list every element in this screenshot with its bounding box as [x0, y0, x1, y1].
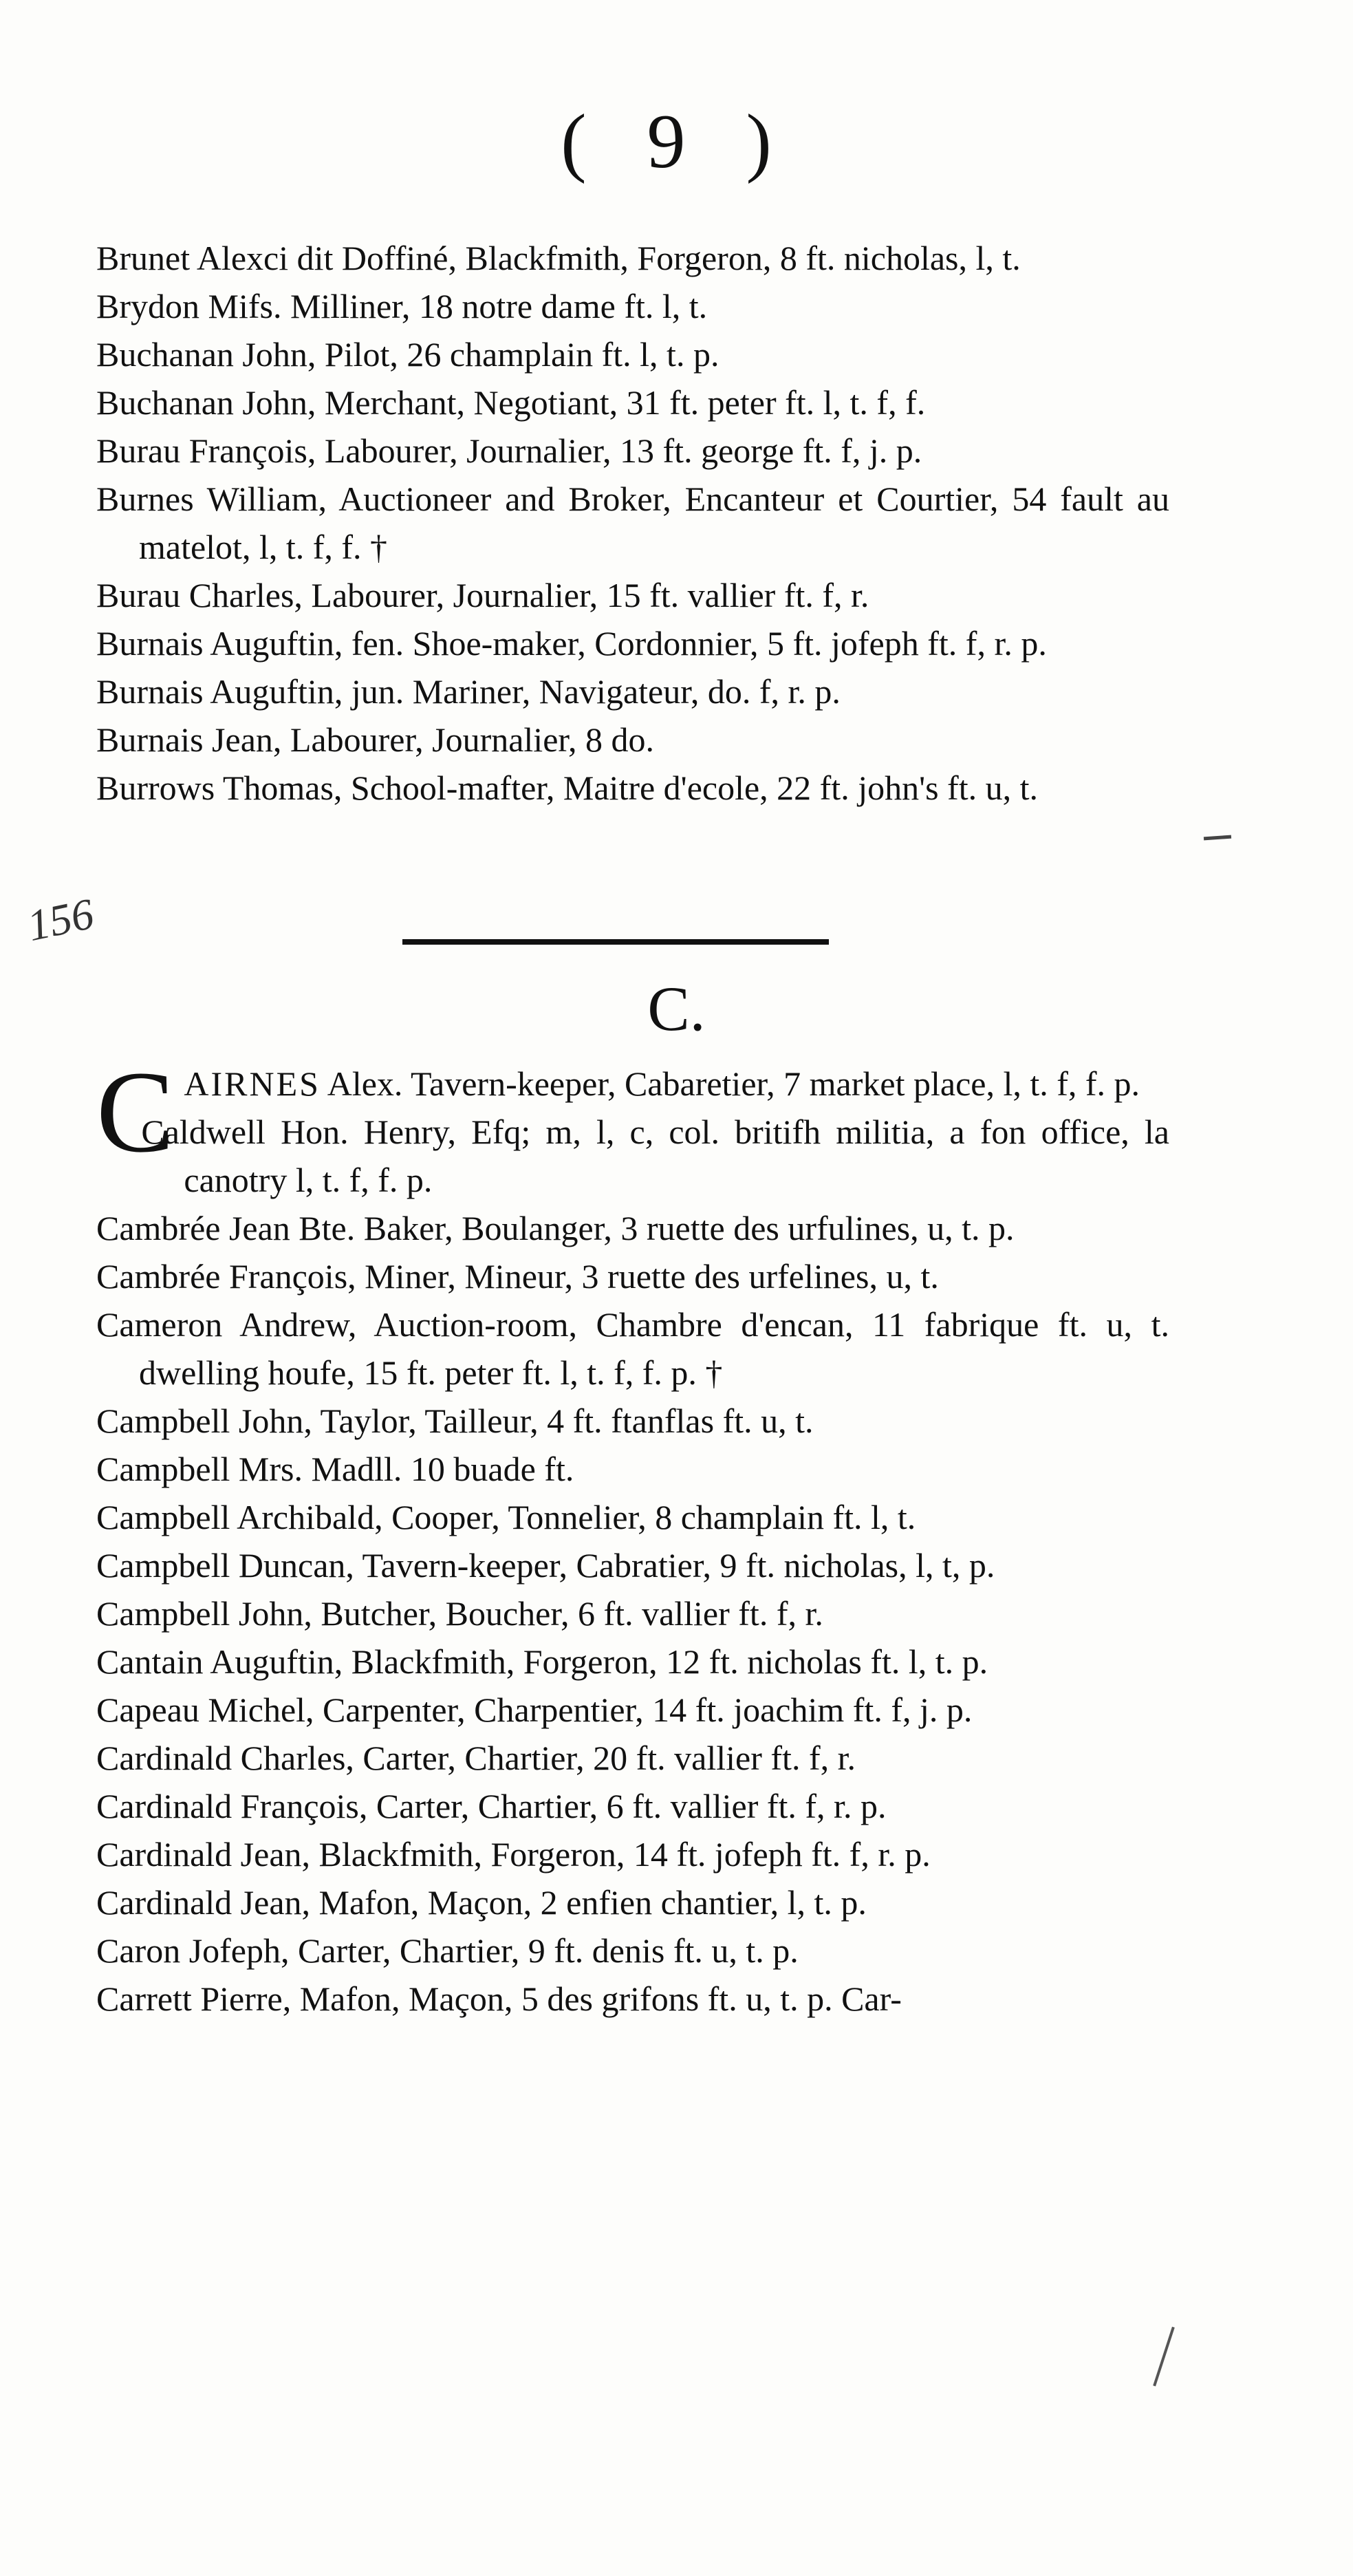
directory-entry: Brunet Alexci dit Doffiné, Blackfmith, Forgeron, 8 ft. nicholas, l, t. [96, 239, 1021, 277]
directory-entry: Cardinald Jean, Blackfmith, Forgeron, 14 ft. jofeph ft. f, r. p. [96, 1835, 931, 1874]
section-heading: C. [647, 974, 706, 1044]
directory-entry: Cameron Andrew, Auction-room, Chambre d'encan, 11 fabrique ft. u, t. dwelling houfe, 15 ft. peter ft. l, t. f, f. p. † [96, 1305, 1169, 1392]
handwritten-margin-note: 156 [23, 888, 98, 951]
directory-entry: Burau Charles, Labourer, Journalier, 15 ft. vallier ft. f, r. [96, 576, 869, 614]
directory-entry: Campbell Archibald, Cooper, Tonnelier, 8 champlain ft. l, t. [96, 1498, 916, 1536]
directory-entry: Buchanan John, Merchant, Negotiant, 31 ft. peter ft. l, t. f, f. [96, 383, 926, 422]
directory-entry: Burnais Auguftin, jun. Mariner, Navigateur, do. f, r. p. [96, 672, 841, 711]
pencil-dash-mark [1204, 835, 1231, 841]
directory-entry: Cardinald Jean, Mafon, Maçon, 2 enfien chantier, l, t. p. [96, 1883, 867, 1922]
directory-entry: Caron Jofeph, Carter, Chartier, 9 ft. denis ft. u, t. p. [96, 1931, 799, 1970]
directory-entry: Cantain Auguftin, Blackfmith, Forgeron, 12 ft. nicholas ft. l, t. p. [96, 1642, 988, 1681]
pencil-tick-mark [1153, 2327, 1175, 2387]
directory-entry: Burrows Thomas, School-mafter, Maitre d'ecole, 22 ft. john's ft. u, t. [96, 769, 1038, 807]
directory-entry: Buchanan John, Pilot, 26 champlain ft. l, t. p. [96, 335, 719, 374]
directory-entry: Capeau Michel, Carpenter, Charpentier, 14 ft. joachim ft. f, j. p. [96, 1690, 973, 1729]
entry-text: Alex. Tavern-keeper, Cabaretier, 7 market place, l, t. f, f. p. [320, 1064, 1140, 1103]
directory-entries-c [96, 1047, 1169, 2023]
directory-entry: Campbell John, Butcher, Boucher, 6 ft. vallier ft. f, r. [96, 1594, 823, 1633]
directory-entry: Carrett Pierre, Mafon, Maçon, 5 des grifons ft. u, t. p. Car- [96, 1979, 902, 2018]
entry-surname-caps: AIRNES [184, 1064, 321, 1103]
drop-cap-letter: C [96, 1047, 175, 1177]
directory-entry: Burnais Jean, Labourer, Journalier, 8 do. [96, 720, 655, 759]
directory-entry: Cardinald Charles, Carter, Chartier, 20 ft. vallier ft. f, r. [96, 1739, 856, 1777]
page-number: ( 9 ) [561, 99, 792, 184]
directory-entry: Cambrée Jean Bte. Baker, Boulanger, 3 ruette des urfulines, u, t. p. [96, 1209, 1015, 1247]
directory-entry: Brydon Mifs. Milliner, 18 notre dame ft. l, t. [96, 287, 708, 325]
directory-entry: Caldwell Hon. Henry, Efq; m, l, c, col. britifh militia, a fon office, la canotry l, t. f, f. p. [141, 1113, 1169, 1199]
directory-entry: Cardinald François, Carter, Chartier, 6 ft. vallier ft. f, r. p. [96, 1787, 887, 1825]
directory-entry: Cambrée François, Miner, Mineur, 3 ruette des urfelines, u, t. [96, 1257, 939, 1296]
directory-entry: Campbell Duncan, Tavern-keeper, Cabratier, 9 ft. nicholas, l, t, p. [96, 1546, 995, 1585]
directory-entry: Campbell Mrs. Madll. 10 buade ft. [96, 1450, 574, 1488]
directory-entry: Burau François, Labourer, Journalier, 13 ft. george ft. f, j. p. [96, 431, 922, 470]
directory-entry: Burnes William, Auctioneer and Broker, Encanteur et Courtier, 54 fault au matelot, l, t. f, f. † [96, 480, 1169, 566]
directory-entry: Campbell John, Taylor, Tailleur, 4 ft. ftanflas ft. u, t. [96, 1402, 814, 1440]
directory-entries-b [96, 234, 1169, 812]
directory-entry: Burnais Auguftin, fen. Shoe-maker, Cordonnier, 5 ft. jofeph ft. f, r. p. [96, 624, 1047, 663]
section-divider-rule [402, 939, 829, 945]
